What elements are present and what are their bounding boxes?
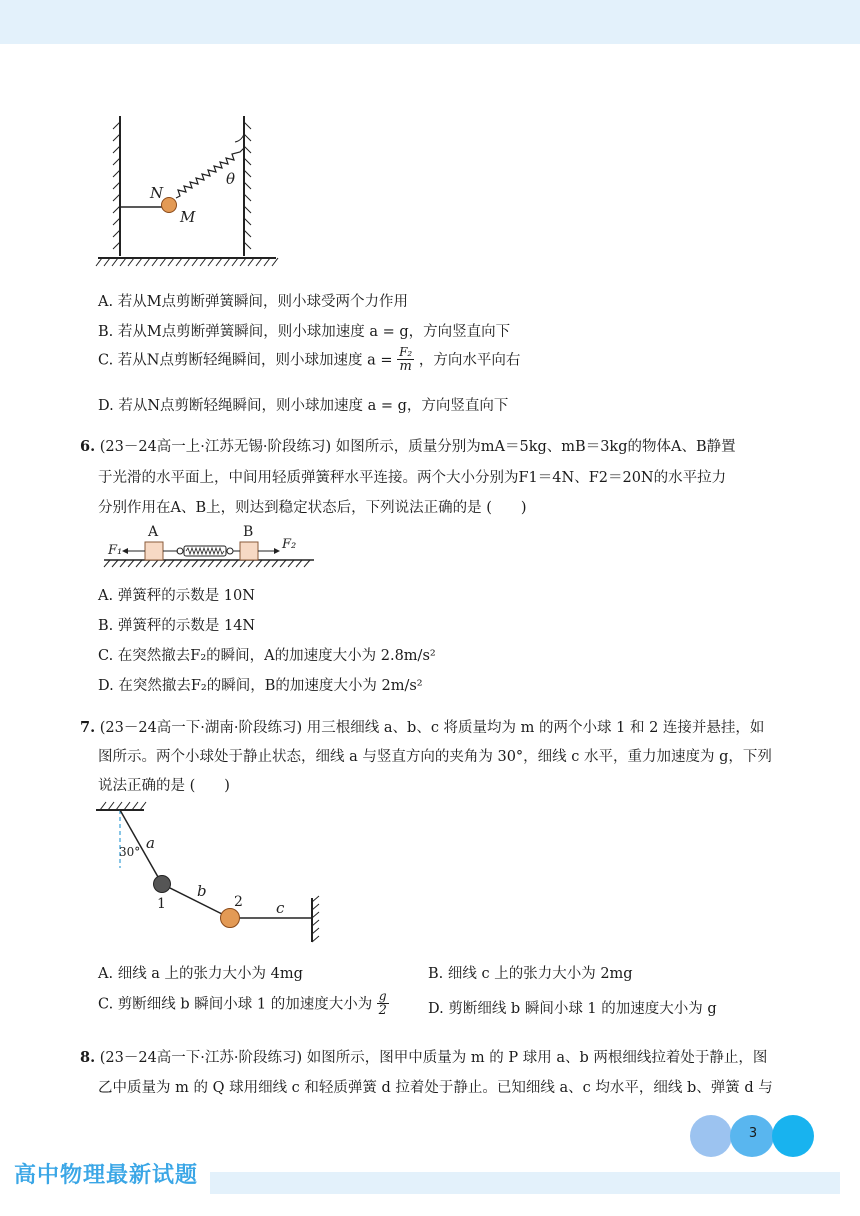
q6-number: 6. bbox=[80, 438, 96, 455]
footer-logo: 高中物理最新试题 bbox=[14, 1163, 199, 1188]
q5-option-c-fraction bbox=[397, 346, 414, 374]
q7-option-b: B. 细线 c 上的张力大小为 2mg bbox=[428, 966, 633, 982]
q7-option-c bbox=[98, 990, 389, 1018]
q6-figure bbox=[100, 520, 320, 572]
q6-text-3: 分别作用在A、B上，则达到稳定状态后，下列说法正确的是 ( ) bbox=[98, 500, 527, 516]
page-dot-right bbox=[772, 1115, 814, 1157]
label-theta: θ bbox=[226, 170, 236, 188]
page-number: 3 bbox=[748, 1126, 758, 1141]
q6-option-c: C. 在突然撤去F₂的瞬间，A的加速度大小为 2.8m/s² bbox=[98, 648, 436, 664]
q5-option-a: A. 若从M点剪断弹簧瞬间，则小球受两个力作用 bbox=[98, 294, 409, 310]
q5-option-c bbox=[98, 346, 520, 374]
page-dot-left bbox=[690, 1115, 732, 1157]
label-block-b: B bbox=[243, 524, 254, 540]
q7-option-c-fraction bbox=[377, 990, 389, 1018]
label-m: M bbox=[180, 208, 196, 226]
q5-option-b: B. 若从M点剪断弹簧瞬间，则小球加速度 a = g，方向竖直向下 bbox=[98, 324, 511, 340]
q7-text-2: 图所示。两个小球处于静止状态，细线 a 与竖直方向的夹角为 30°，细线 c 水平，重力加速度为 g，下列 bbox=[98, 749, 772, 765]
label-string-c: c bbox=[276, 899, 285, 917]
fraction-numerator: g bbox=[378, 989, 387, 1003]
label-f1: F₁ bbox=[108, 543, 123, 558]
label-block-a: A bbox=[148, 524, 159, 540]
q6-option-a: A. 弹簧秤的示数是 10N bbox=[98, 588, 255, 604]
label-n: N bbox=[150, 184, 164, 202]
label-f2: F₂ bbox=[282, 537, 297, 552]
q5-option-c-pre: C. 若从N点剪断轻绳瞬间，则小球加速度 a = bbox=[98, 352, 393, 369]
q6-option-b: B. 弹簧秤的示数是 14N bbox=[98, 618, 256, 634]
q7-line-1 bbox=[80, 716, 764, 737]
footer-band bbox=[210, 1172, 840, 1194]
q8-number: 8. bbox=[80, 1049, 96, 1066]
label-string-a: a bbox=[146, 834, 155, 852]
label-angle: 30° bbox=[119, 845, 141, 859]
q7-text-1: (23－24高一下·湖南·阶段练习) 用三根细线 a、b、c 将质量均为 m 的两个小球 1 和 2 连接并悬挂，如 bbox=[99, 720, 765, 736]
q6-text-1: (23－24高一上·江苏无锡·阶段练习) 如图所示，质量分别为mA＝5kg、mB＝3kg的物体A、B静置 bbox=[99, 439, 736, 455]
q6-line-1 bbox=[80, 435, 736, 456]
q8-text-2: 乙中质量为 m 的 Q 球用细线 c 和轻质弹簧 d 拉着处于静止。已知细线 a、c 均水平，细线 b、弹簧 d 与 bbox=[98, 1080, 773, 1096]
q5-option-c-post: ，方向水平向右 bbox=[418, 352, 521, 369]
q7-number: 7. bbox=[80, 719, 96, 736]
label-string-b: b bbox=[197, 882, 207, 900]
fraction-numerator: F₂ bbox=[399, 345, 413, 359]
q8-text-1: (23－24高一下·江苏·阶段练习) 如图所示，图甲中质量为 m 的 P 球用 a、b 两根细线拉着处于静止，图 bbox=[99, 1050, 768, 1066]
header-band bbox=[0, 0, 860, 44]
fraction-denominator: m bbox=[399, 359, 412, 375]
fraction-denominator: 2 bbox=[378, 1003, 387, 1019]
label-ball-1: 1 bbox=[157, 896, 166, 912]
q6-text-2: 于光滑的水平面上，中间用轻质弹簧秤水平连接。两个大小分别为F1＝4N、F2＝20N的水平拉力 bbox=[98, 470, 727, 486]
q7-option-a: A. 细线 a 上的张力大小为 4mg bbox=[98, 966, 303, 982]
q5-figure bbox=[94, 112, 284, 274]
q7-option-c-pre: C. 剪断细线 b 瞬间小球 1 的加速度大小为 bbox=[98, 996, 373, 1013]
q7-figure bbox=[94, 798, 330, 948]
q6-option-d: D. 在突然撤去F₂的瞬间，B的加速度大小为 2m/s² bbox=[98, 678, 423, 694]
label-ball-2: 2 bbox=[234, 894, 243, 910]
q8-line-1 bbox=[80, 1046, 767, 1067]
q7-text-3: 说法正确的是 ( ) bbox=[98, 778, 230, 794]
q5-option-d: D. 若从N点剪断轻绳瞬间，则小球加速度 a = g，方向竖直向下 bbox=[98, 398, 509, 414]
q7-option-d: D. 剪断细线 b 瞬间小球 1 的加速度大小为 g bbox=[428, 1001, 717, 1017]
